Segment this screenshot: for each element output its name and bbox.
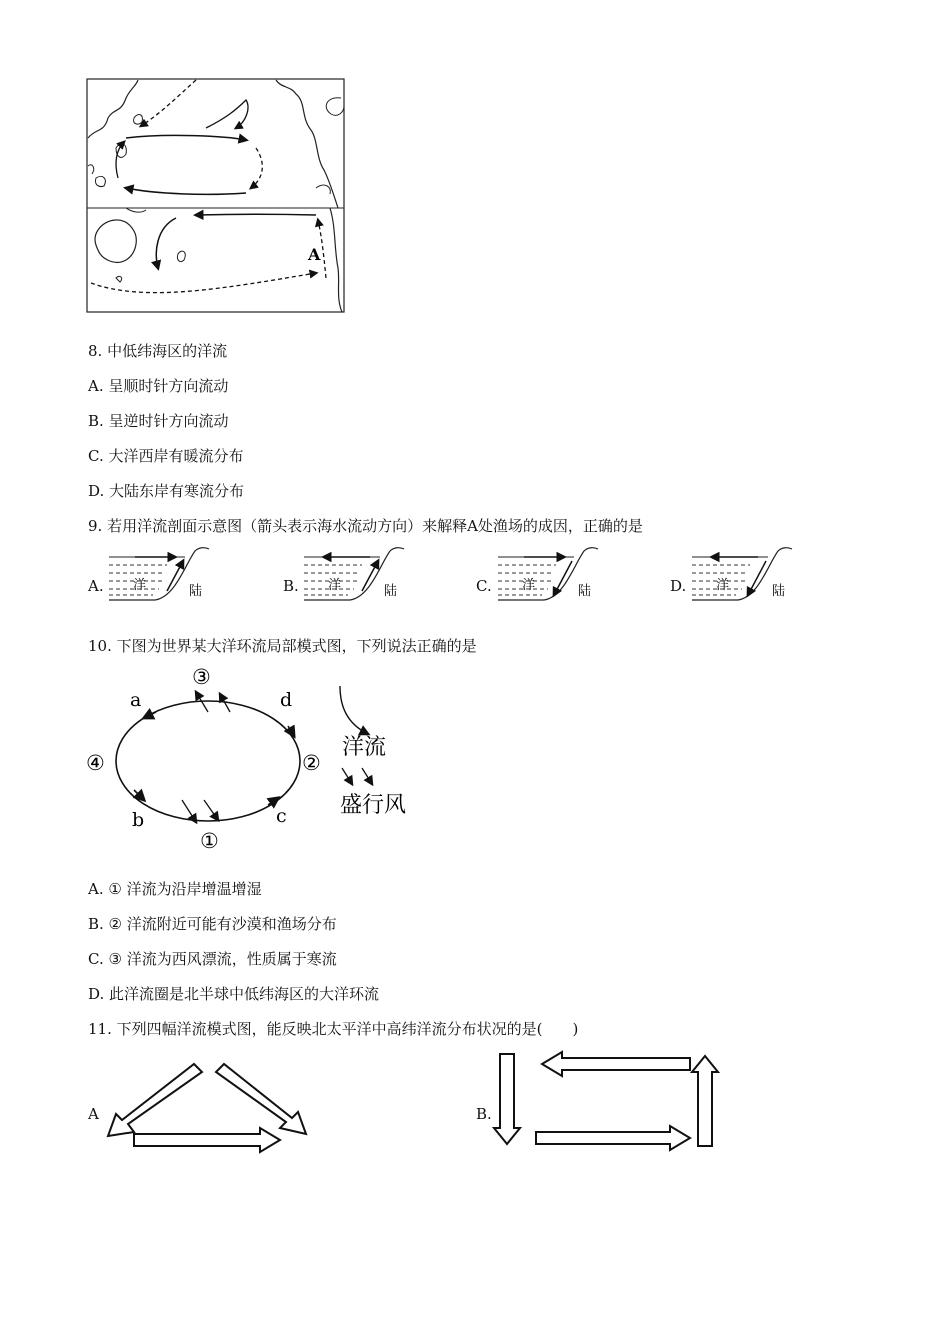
q8-option-d[interactable]: D. 大陆东岸有寒流分布: [88, 482, 245, 500]
q11-option-b-diagram[interactable]: [492, 1050, 722, 1152]
q9-c-sea-label: 洋: [522, 578, 536, 593]
q10-label-c: c: [276, 805, 287, 827]
q10-label-d: d: [280, 689, 293, 711]
q9-b-sea-label: 洋: [328, 578, 342, 593]
q10-label-4: ④: [86, 751, 105, 775]
q9-a-land-label: 陆: [189, 584, 203, 599]
q10-label-b: b: [132, 809, 145, 831]
q10-option-d[interactable]: D. 此洋流圈是北半球中低纬海区的大洋环流: [88, 985, 380, 1003]
q11-option-a-label[interactable]: A: [88, 1105, 99, 1123]
q10-option-b[interactable]: B. ② 洋流附近可能有沙漠和渔场分布: [88, 915, 337, 933]
q10-legend-wind: 盛行风: [340, 793, 407, 818]
q9-option-b-letter[interactable]: B.: [283, 577, 299, 595]
q10-label-2: ②: [302, 751, 321, 775]
ocean-current-map: [86, 78, 346, 314]
q9-option-d-diagram[interactable]: [688, 545, 798, 601]
q9-option-a-diagram[interactable]: [105, 545, 215, 601]
q8-option-b[interactable]: B. 呈逆时针方向流动: [88, 412, 229, 430]
q10-stem: 10. 下图为世界某大洋环流局部模式图，下列说法正确的是: [88, 637, 477, 655]
q9-a-sea-label: 洋: [133, 578, 147, 593]
q10-legend-current: 洋流: [342, 735, 387, 760]
q9-option-d-letter[interactable]: D.: [670, 577, 687, 595]
map-label-a: A: [308, 245, 321, 264]
q10-gyre-diagram: [84, 660, 424, 860]
q11-option-b-label[interactable]: B.: [476, 1105, 492, 1123]
q9-option-c-diagram[interactable]: [494, 545, 604, 601]
q9-option-a-letter[interactable]: A.: [88, 577, 104, 595]
q10-label-3: ③: [192, 665, 211, 689]
q10-label-1: ①: [200, 829, 219, 853]
q9-d-land-label: 陆: [772, 584, 786, 599]
q9-option-b-diagram[interactable]: [300, 545, 410, 601]
q9-d-sea-label: 洋: [716, 578, 730, 593]
q10-option-c[interactable]: C. ③ 洋流为西风漂流，性质属于寒流: [88, 950, 337, 968]
q9-option-c-letter[interactable]: C.: [476, 577, 492, 595]
q8-option-a[interactable]: A. 呈顺时针方向流动: [88, 377, 229, 395]
q9-stem: 9. 若用洋流剖面示意图（箭头表示海水流动方向）来解释A处渔场的成因，正确的是: [88, 517, 643, 535]
q11-option-a-diagram[interactable]: [100, 1058, 320, 1154]
q8-option-c[interactable]: C. 大洋西岸有暖流分布: [88, 447, 244, 465]
q10-label-a: a: [130, 689, 142, 711]
q11-stem: 11. 下列四幅洋流模式图，能反映北太平洋中高纬洋流分布状况的是( ): [88, 1020, 579, 1038]
q10-option-a[interactable]: A. ① 洋流为沿岸增温增湿: [88, 880, 262, 898]
q8-stem: 8. 中低纬海区的洋流: [88, 342, 228, 360]
q9-c-land-label: 陆: [578, 584, 592, 599]
q9-b-land-label: 陆: [384, 584, 398, 599]
